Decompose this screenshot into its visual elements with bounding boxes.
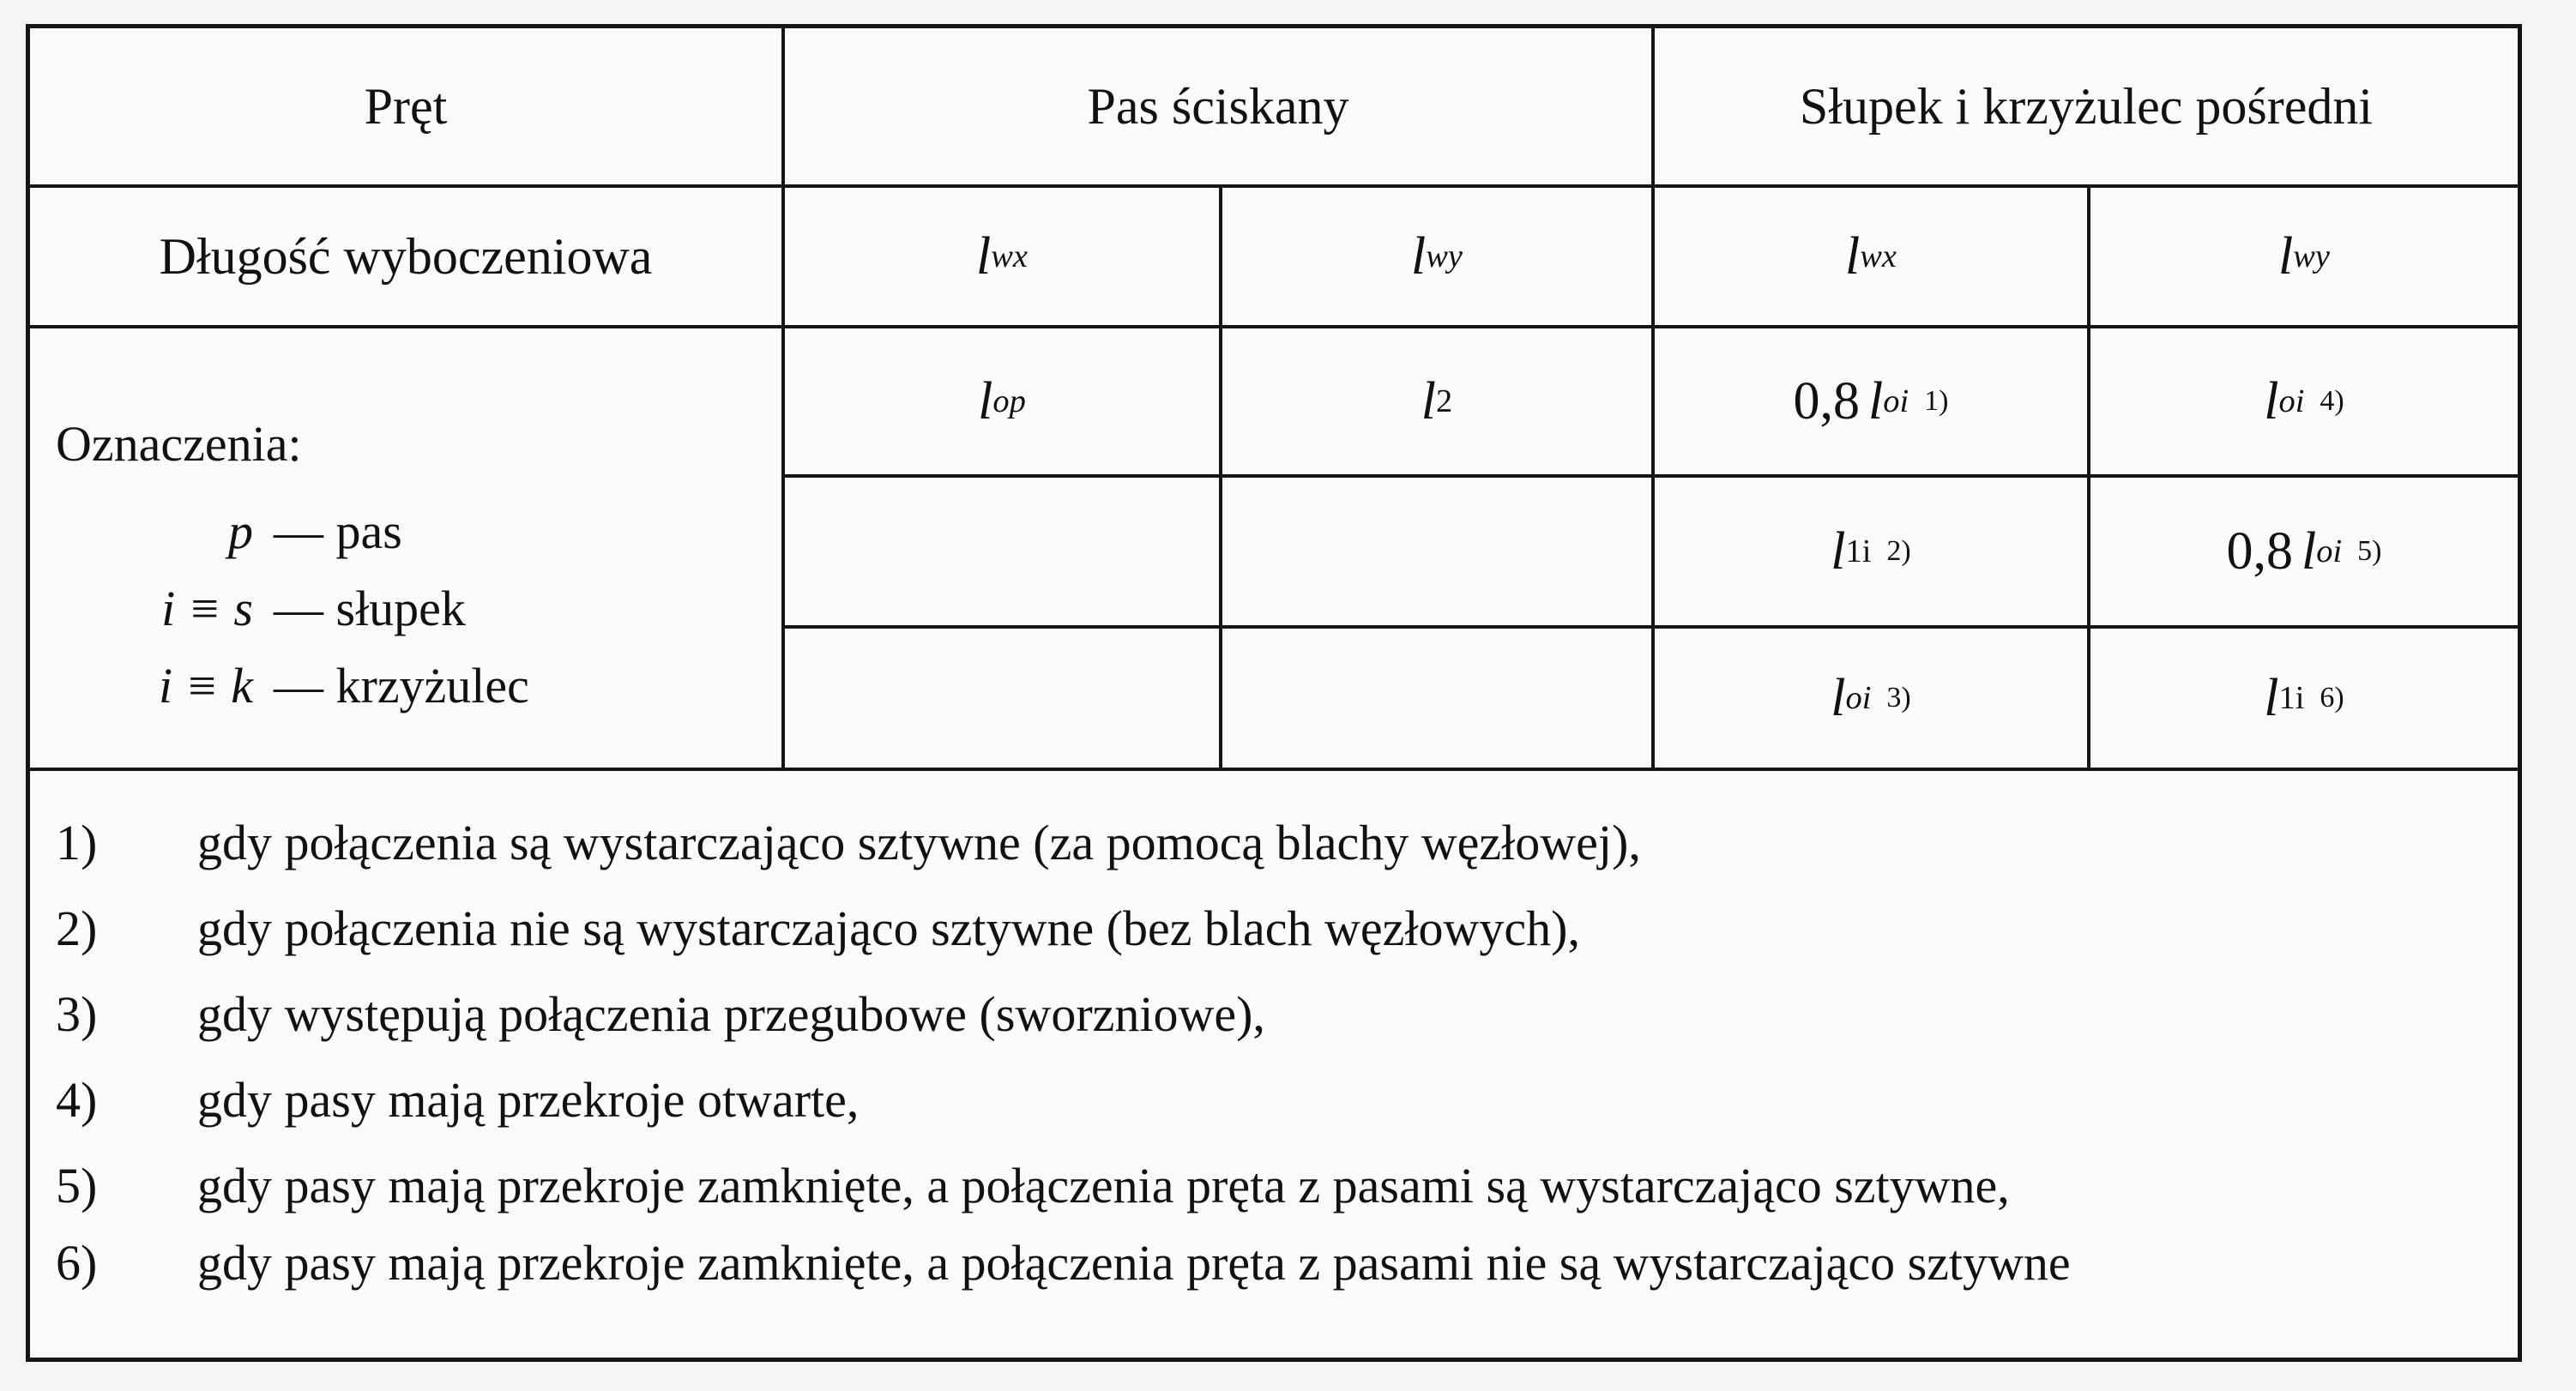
length-slup-y	[2090, 188, 2518, 325]
footnote-number: 6)	[56, 1235, 98, 1291]
footnote-ref: 5)	[2357, 535, 2382, 567]
legend-desc: — pas	[274, 503, 402, 559]
symbol-sub: wx	[1860, 238, 1897, 274]
footnote-item	[47, 800, 2501, 886]
legend-desc: — słupek	[274, 581, 466, 636]
legend-item	[56, 647, 529, 725]
footnote-number: 4)	[56, 1072, 98, 1128]
symbol-l: l	[1421, 371, 1436, 431]
symbol-l: l	[2302, 521, 2317, 581]
symbol-l: l	[2264, 371, 2279, 431]
symbol-sub: 1i	[1845, 533, 1872, 569]
footnote-text: gdy połączenia są wystarczająco sztywne (za pomocą blachy węzłowej),	[197, 815, 1641, 870]
symbol-l: l	[2264, 668, 2279, 727]
length-label-text: Długość wyboczeniowa	[159, 227, 653, 285]
footnote-item	[47, 1143, 2501, 1229]
header-pret	[30, 28, 781, 184]
r1-pas-x	[785, 328, 1219, 474]
symbol-l: l	[976, 226, 992, 286]
legend-item	[56, 493, 529, 570]
r1-pas-y	[1222, 328, 1651, 474]
footnote-ref: 6)	[2320, 682, 2344, 714]
header-pret-text: Pręt	[364, 77, 448, 135]
legend-title: Oznaczenia:	[56, 416, 302, 472]
r3-slup-y	[2090, 629, 2518, 768]
footnote-ref: 3)	[1886, 682, 1911, 714]
symbol-l: l	[1831, 668, 1846, 727]
footnote-ref: 4)	[2320, 385, 2344, 417]
symbol-sub: oi	[1883, 383, 1909, 419]
symbol-sub: oi	[1845, 680, 1872, 716]
legend-desc: — krzyżulec	[274, 658, 529, 714]
header-pas-text: Pas ściskany	[1087, 77, 1349, 135]
legend-symbol: p	[228, 503, 253, 559]
length-slup-x	[1655, 188, 2087, 325]
footnote-item	[47, 886, 2501, 972]
legend-symbol: i ≡ k	[159, 658, 253, 714]
r1-slup-y	[2090, 328, 2518, 474]
footnote-item	[47, 972, 2501, 1057]
legend	[56, 406, 529, 725]
symbol-l: l	[1845, 226, 1861, 286]
footnote-ref: 1)	[1924, 385, 1949, 417]
length-label	[30, 188, 781, 325]
coefficient: 0,8	[2226, 521, 2294, 581]
symbol-l: l	[2278, 226, 2294, 286]
footnote-text: gdy pasy mają przekroje zamknięte, a połączenia pręta z pasami nie są wystarczająco sztywne	[197, 1235, 2071, 1291]
r1-slup-x	[1655, 328, 2087, 474]
symbol-sub: 1i	[2278, 680, 2305, 716]
r2-slup-x	[1655, 478, 2087, 625]
footnote-number: 2)	[56, 900, 98, 956]
r3-slup-x	[1655, 629, 2087, 768]
footnote-text: gdy pasy mają przekroje otwarte,	[197, 1072, 860, 1128]
symbol-sub: wx	[991, 238, 1028, 274]
footnote-item	[47, 1229, 2501, 1298]
footnote-number: 1)	[56, 815, 98, 870]
legend-symbol: i ≡ s	[161, 581, 253, 636]
footnote-text: gdy pasy mają przekroje zamknięte, a połączenia pręta z pasami są wystarczająco sztywne,	[197, 1158, 2010, 1213]
symbol-l: l	[978, 371, 993, 431]
footnote-text: gdy występują połączenia przegubowe (sworzniowe),	[197, 986, 1265, 1042]
symbol-sub: oi	[2316, 533, 2343, 569]
length-pas-y	[1222, 188, 1651, 325]
length-pas-x	[785, 188, 1219, 325]
symbol-sub: oi	[2278, 383, 2305, 419]
footnotes	[47, 800, 2501, 1298]
footnote-number: 5)	[56, 1158, 98, 1213]
r2-slup-y	[2090, 478, 2518, 625]
footnote-number: 3)	[56, 986, 98, 1042]
footnote-ref: 2)	[1886, 535, 1911, 567]
footnote-text: gdy połączenia nie są wystarczająco sztywne (bez blach węzłowych),	[197, 900, 1580, 956]
symbol-l: l	[1411, 226, 1427, 286]
symbol-l: l	[1831, 521, 1846, 581]
header-pas	[785, 28, 1651, 184]
table-frame	[26, 24, 2522, 1362]
symbol-sub: wy	[2293, 238, 2330, 274]
header-slupek	[1655, 28, 2518, 184]
footnote-item	[47, 1057, 2501, 1143]
symbol-sub: wy	[1426, 238, 1463, 274]
symbol-l: l	[1868, 371, 1884, 431]
symbol-sub: op	[992, 383, 1026, 419]
symbol-sub: 2	[1436, 383, 1453, 419]
legend-item	[56, 570, 529, 647]
coefficient: 0,8	[1793, 371, 1861, 431]
rule-table-bottom	[30, 768, 2518, 771]
header-slupek-text: Słupek i krzyżulec pośredni	[1799, 77, 2374, 135]
